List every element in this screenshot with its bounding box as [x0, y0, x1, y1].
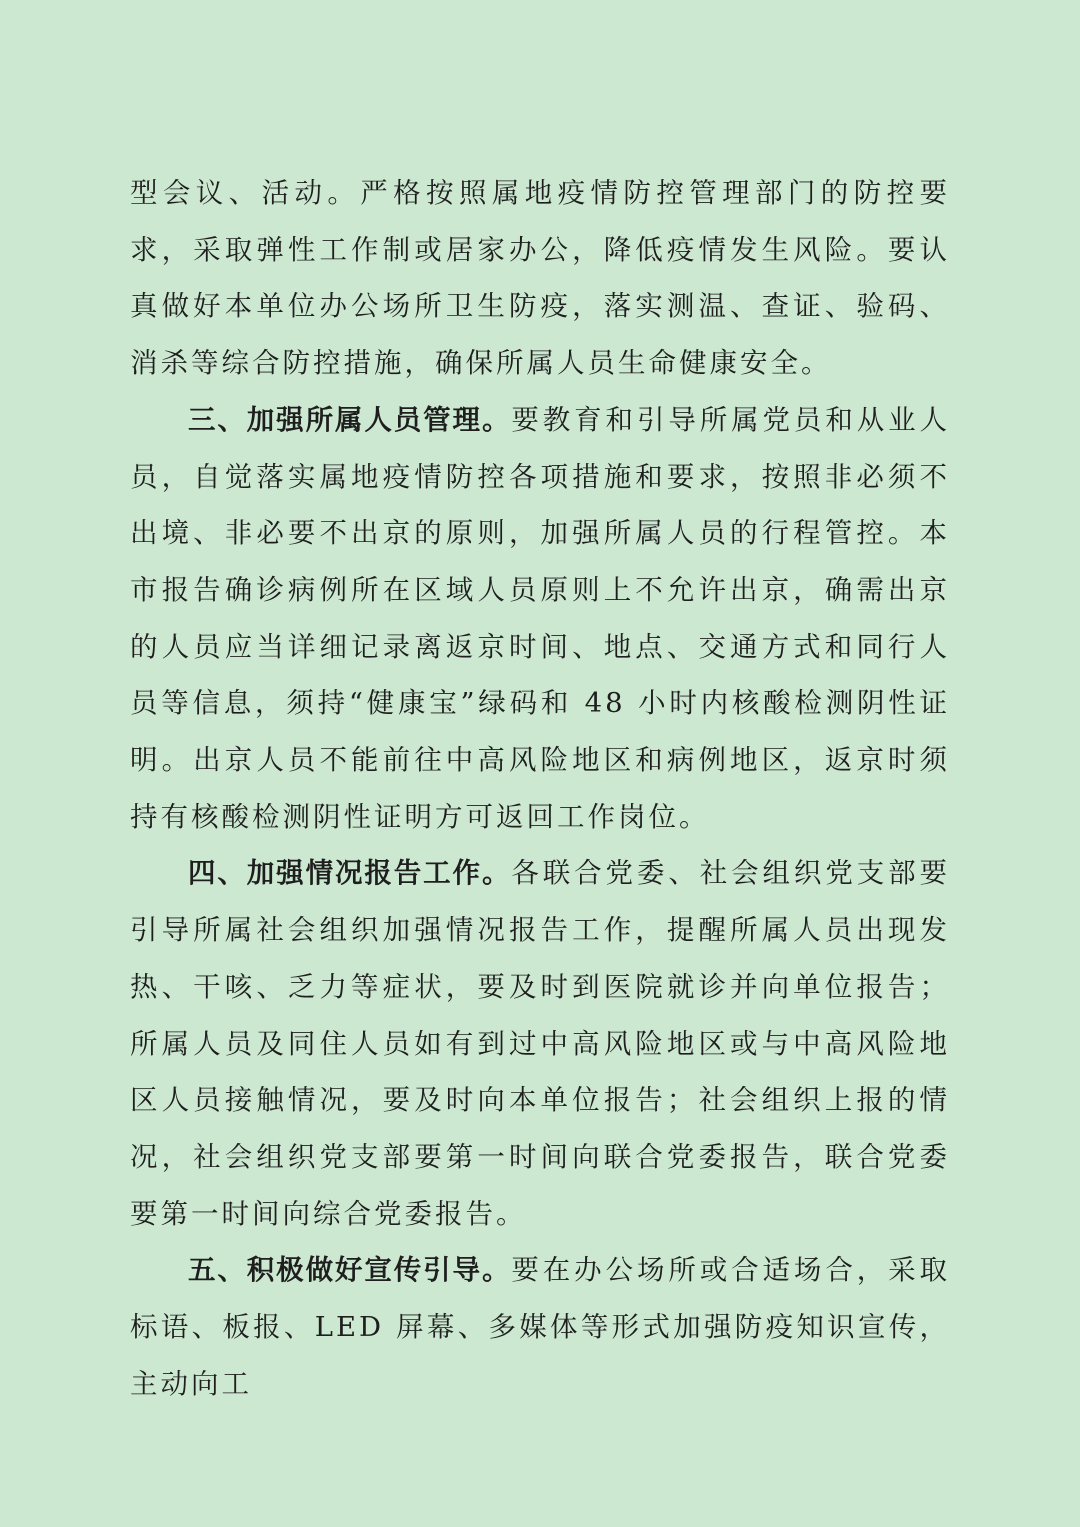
section-heading: 三、加强所属人员管理。 — [188, 403, 512, 436]
section-heading: 四、加强情况报告工作。 — [188, 857, 512, 890]
paragraph-continued — [130, 165, 950, 392]
paragraph-body: 要教育和引导所属党员和从业人员，自觉落实属地疫情防控各项措施和要求，按照非必须不出境、非必要不出京的原则，加强所属人员的行程管控。本市报告确诊病例所在区域人员原则上不允许出京，确需出京的人员应当详细记录离返京时间、地点、交通方式和同行人员等信息，须持“健康宝”绿码和 48 小时内核酸检测阴性证明。出京人员不能前往中高风险地区和病例地区，返京时须持有核酸检测阴性证明方可返回工作岗位。 — [130, 403, 951, 833]
paragraph-section-4 — [130, 845, 950, 1242]
paragraph-body: 型会议、活动。严格按照属地疫情防控管理部门的防控要求，采取弹性工作制或居家办公，降低疫情发生风险。要认真做好本单位办公场所卫生防疫，落实测温、查证、验码、消杀等综合防控措施，确保所属人员生命健康安全。 — [130, 177, 950, 380]
document-body — [130, 165, 950, 1412]
paragraph-body: 要在办公场所或合适场合，采取标语、板报、LED 屏幕、多媒体等形式加强防疫知识宣传，主动向工 — [130, 1254, 951, 1400]
paragraph-section-3 — [130, 392, 950, 846]
paragraph-section-5 — [130, 1242, 950, 1412]
paragraph-body: 各联合党委、社会组织党支部要引导所属社会组织加强情况报告工作，提醒所属人员出现发热、干咳、乏力等症状，要及时到医院就诊并向单位报告；所属人员及同住人员如有到过中高风险地区或与中高风险地区人员接触情况，要及时向本单位报告；社会组织上报的情况，社会组织党支部要第一时间向联合党委报告，联合党委要第一时间向综合党委报告。 — [130, 857, 951, 1230]
section-heading: 五、积极做好宣传引导。 — [188, 1254, 512, 1287]
